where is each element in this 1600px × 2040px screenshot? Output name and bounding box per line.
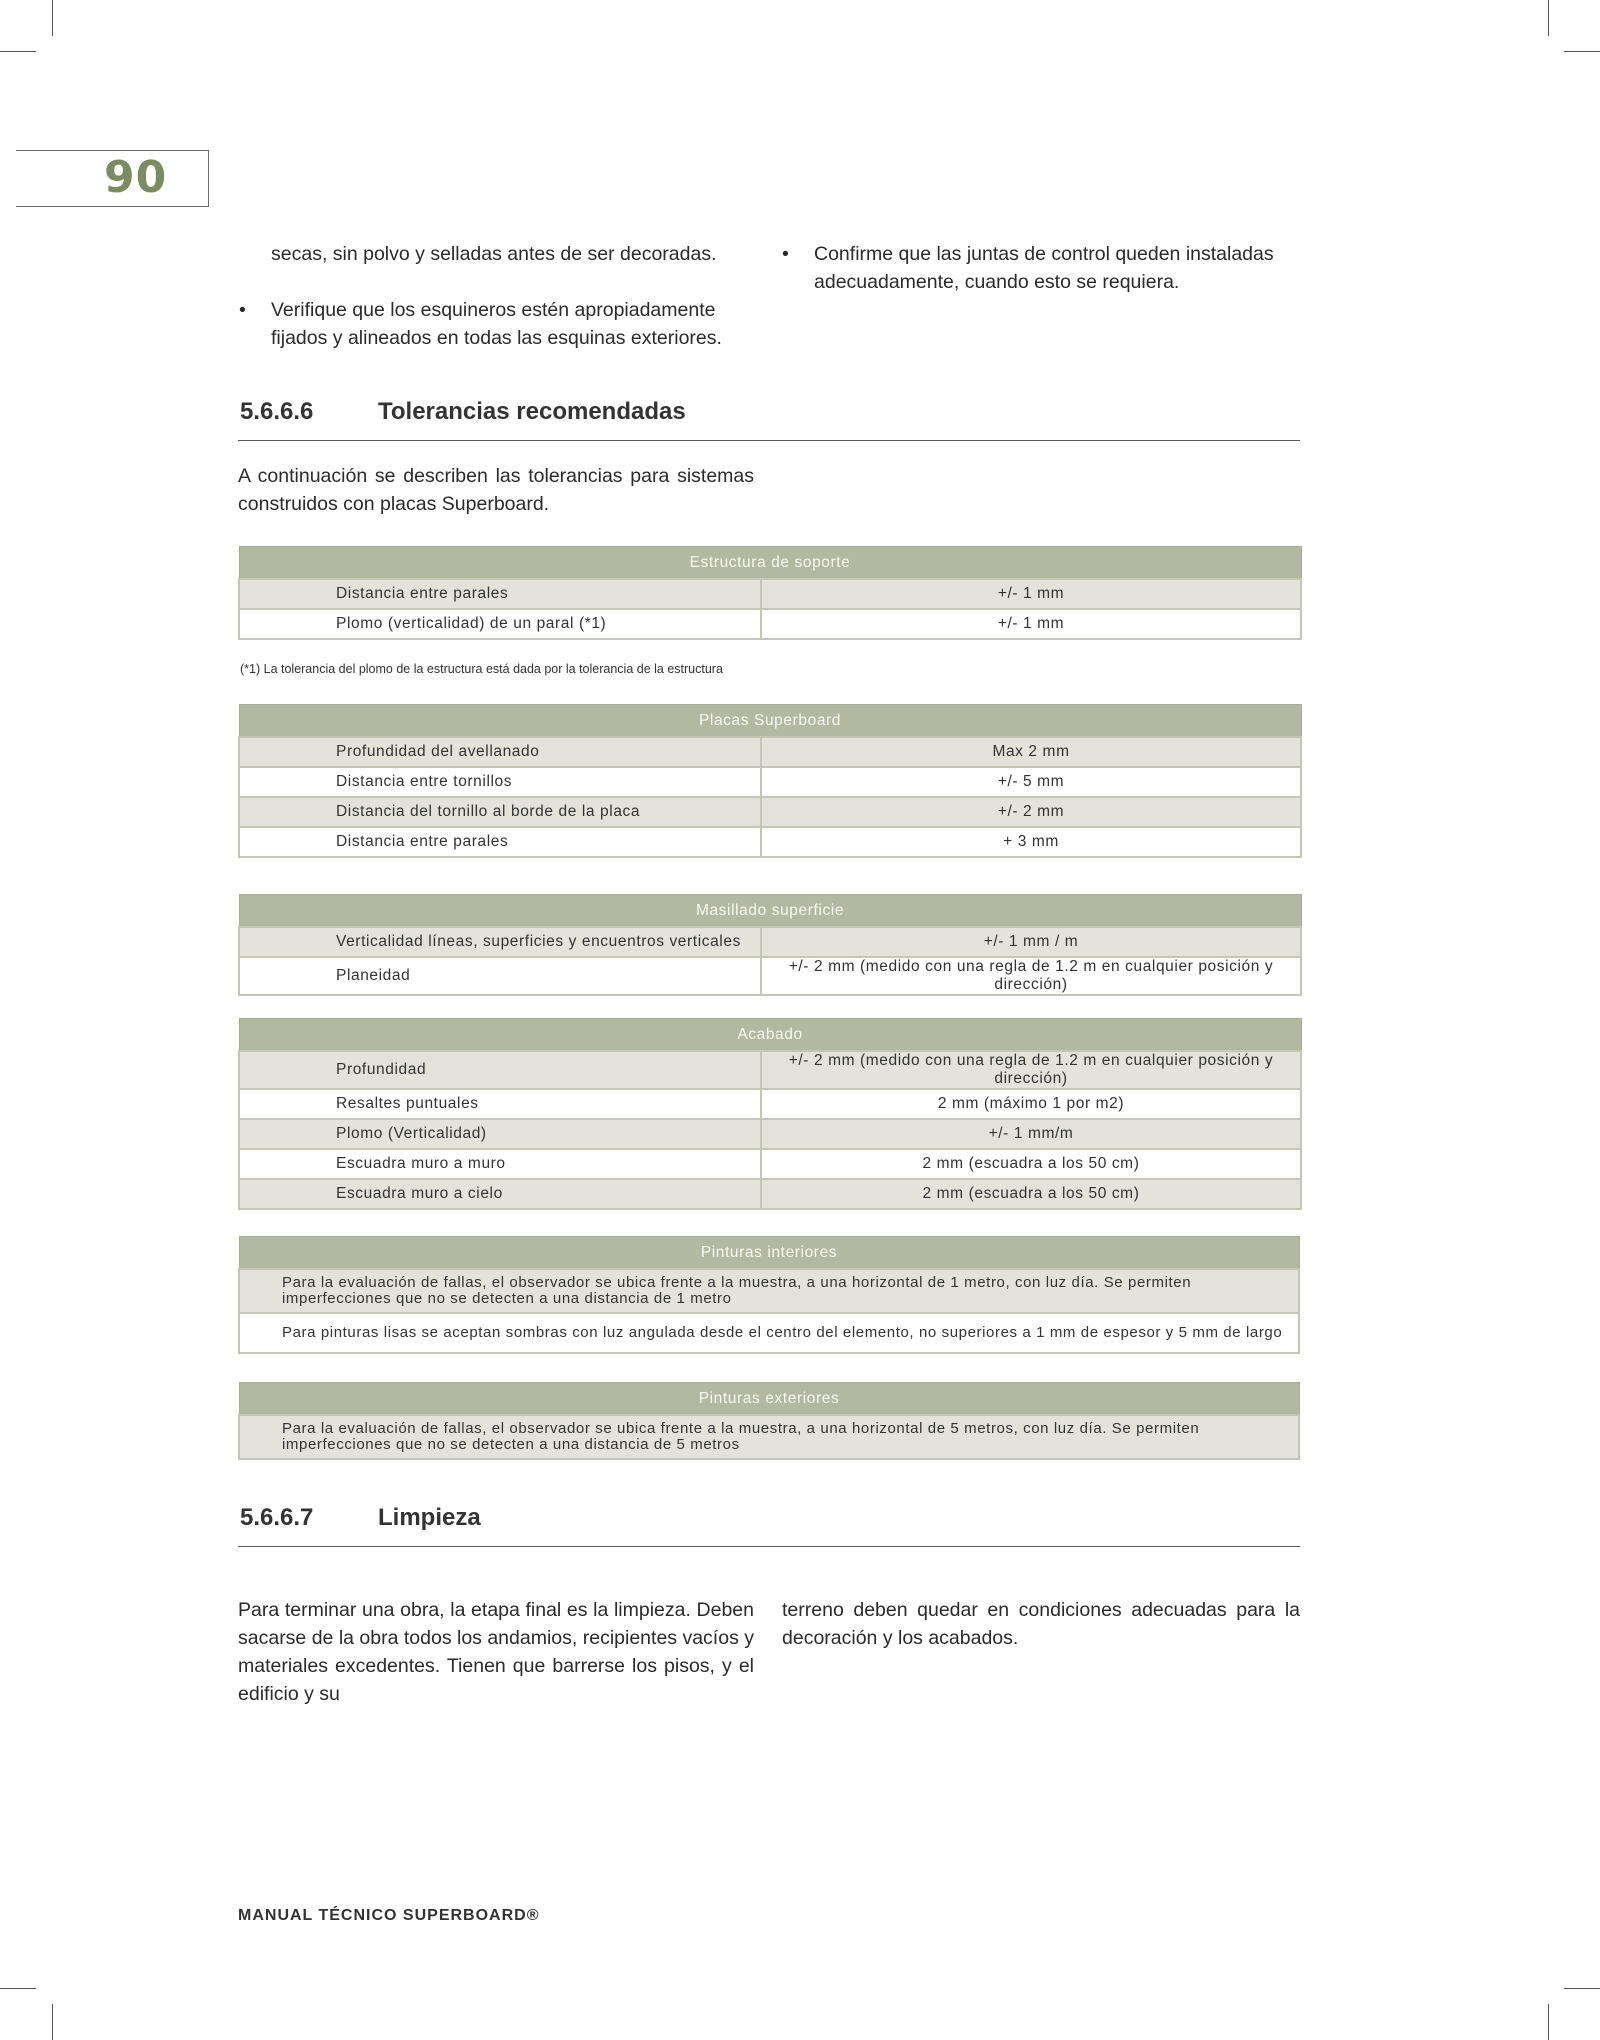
bullet-icon: •: [782, 243, 789, 265]
table-pinturas-exteriores: [238, 1382, 1300, 1460]
row-value: +/- 1 mm/m: [761, 1119, 1301, 1149]
tolerancias-intro: A continuación se describen las tolerancias para sistemas construidos con placas Superboard.: [238, 465, 754, 515]
row-label: Escuadra muro a muro: [239, 1149, 761, 1179]
table-header: Masillado superficie: [239, 895, 1301, 928]
crop-mark: [1548, 2004, 1549, 2040]
table-row: [239, 957, 1301, 995]
row-label: Planeidad: [239, 957, 761, 995]
table-header: Estructura de soporte: [239, 547, 1301, 580]
row-label: Distancia entre tornillos: [239, 767, 761, 797]
table-row: [239, 1179, 1301, 1209]
table-row: [239, 1269, 1299, 1313]
table-row: [239, 767, 1301, 797]
table-row: [239, 1051, 1301, 1089]
row-label: Profundidad: [239, 1051, 761, 1089]
table-acabado: [238, 1018, 1302, 1210]
row-label: Distancia entre parales: [239, 827, 761, 857]
row-label: Verticalidad líneas, superficies y encuentros verticales: [239, 927, 761, 957]
table-row: [239, 1415, 1299, 1459]
row-value: 2 mm (escuadra a los 50 cm): [761, 1149, 1301, 1179]
crop-mark: [0, 1988, 36, 1989]
crop-mark: [52, 0, 53, 36]
limpieza-left-text: Para terminar una obra, la etapa final es la limpieza. Deben sacarse de la obra todos los andamios, recipientes vacíos y materiales excedentes. Tienen que barrerse los pisos, y el edificio y su: [238, 1599, 754, 1705]
table-header: Pinturas interiores: [239, 1237, 1299, 1270]
row-value: +/- 2 mm: [761, 797, 1301, 827]
table-header: Pinturas exteriores: [239, 1383, 1299, 1416]
page-number: 90: [104, 152, 168, 203]
table-row: [239, 827, 1301, 857]
section-number: 5.6.6.7: [240, 1504, 314, 1531]
right-bullet-text: Confirme que las juntas de control queden instaladas adecuadamente, cuando esto se requiera.: [814, 243, 1274, 293]
left-bullet-text: Verifique que los esquineros estén apropiadamente fijados y alineados en todas las esquinas exteriores.: [271, 299, 722, 349]
table-row: [239, 927, 1301, 957]
table-placas-superboard: [238, 704, 1302, 858]
table-estructura-soporte: [238, 546, 1302, 640]
table-row: [239, 609, 1301, 639]
limpieza-right-text: terreno deben quedar en condiciones adecuadas para la decoración y los acabados.: [782, 1599, 1300, 1649]
crop-mark: [1564, 1988, 1600, 1989]
section-number: 5.6.6.6: [240, 398, 314, 425]
table-row: [239, 1119, 1301, 1149]
row-value: +/- 1 mm: [761, 579, 1301, 609]
crop-mark: [52, 2004, 53, 2040]
table-header: Acabado: [239, 1019, 1301, 1052]
left-continuation-text: secas, sin polvo y selladas antes de ser decoradas.: [271, 243, 717, 265]
row-note: Para la evaluación de fallas, el observador se ubica frente a la muestra, a una horizontal de 1 metro, con luz día. Se permiten imperfecciones que no se detecten a una distancia de 1 metro: [239, 1269, 1299, 1313]
row-label: Distancia entre parales: [239, 579, 761, 609]
row-label: Profundidad del avellanado: [239, 737, 761, 767]
row-value: Max 2 mm: [761, 737, 1301, 767]
row-note: Para la evaluación de fallas, el observador se ubica frente a la muestra, a una horizontal de 5 metros, con luz día. Se permiten imperfecciones que no se detecten a una distancia de 5 metros: [239, 1415, 1299, 1459]
bullet-icon: •: [239, 299, 246, 321]
table-pinturas-interiores: [238, 1236, 1300, 1354]
row-value: 2 mm (escuadra a los 50 cm): [761, 1179, 1301, 1209]
crop-mark: [1564, 51, 1600, 52]
table-footnote: (*1) La tolerancia del plomo de la estructura está dada por la tolerancia de la estructura: [240, 662, 723, 676]
row-value: +/- 2 mm (medido con una regla de 1.2 m en cualquier posición y dirección): [761, 1051, 1301, 1089]
left-bullet-item: [239, 296, 761, 352]
row-value: 2 mm (máximo 1 por m2): [761, 1089, 1301, 1119]
table-row: [239, 737, 1301, 767]
row-value: +/- 2 mm (medido con una regla de 1.2 m en cualquier posición y dirección): [761, 957, 1301, 995]
row-value: + 3 mm: [761, 827, 1301, 857]
right-bullet-item: [782, 240, 1300, 296]
footer-title: MANUAL TÉCNICO SUPERBOARD®: [238, 1907, 540, 1924]
section-heading-limpieza: [238, 1502, 1300, 1547]
row-value: +/- 1 mm / m: [761, 927, 1301, 957]
section-title: Limpieza: [378, 1504, 481, 1531]
row-label: Plomo (verticalidad) de un paral (*1): [239, 609, 761, 639]
table-row: [239, 1313, 1299, 1353]
table-row: [239, 797, 1301, 827]
table-row: [239, 1149, 1301, 1179]
row-value: +/- 5 mm: [761, 767, 1301, 797]
row-label: Escuadra muro a cielo: [239, 1179, 761, 1209]
section-title: Tolerancias recomendadas: [378, 398, 686, 425]
crop-mark: [0, 51, 36, 52]
table-row: [239, 1089, 1301, 1119]
row-label: Distancia del tornillo al borde de la placa: [239, 797, 761, 827]
section-heading-tolerancias: [238, 396, 1300, 441]
row-label: Plomo (Verticalidad): [239, 1119, 761, 1149]
row-label: Resaltes puntuales: [239, 1089, 761, 1119]
crop-mark: [1548, 0, 1549, 36]
row-value: +/- 1 mm: [761, 609, 1301, 639]
table-masillado-superficie: [238, 894, 1302, 996]
table-header: Placas Superboard: [239, 705, 1301, 738]
table-row: [239, 579, 1301, 609]
row-note: Para pinturas lisas se aceptan sombras con luz angulada desde el centro del elemento, no superiores a 1 mm de espesor y 5 mm de largo: [239, 1313, 1299, 1353]
